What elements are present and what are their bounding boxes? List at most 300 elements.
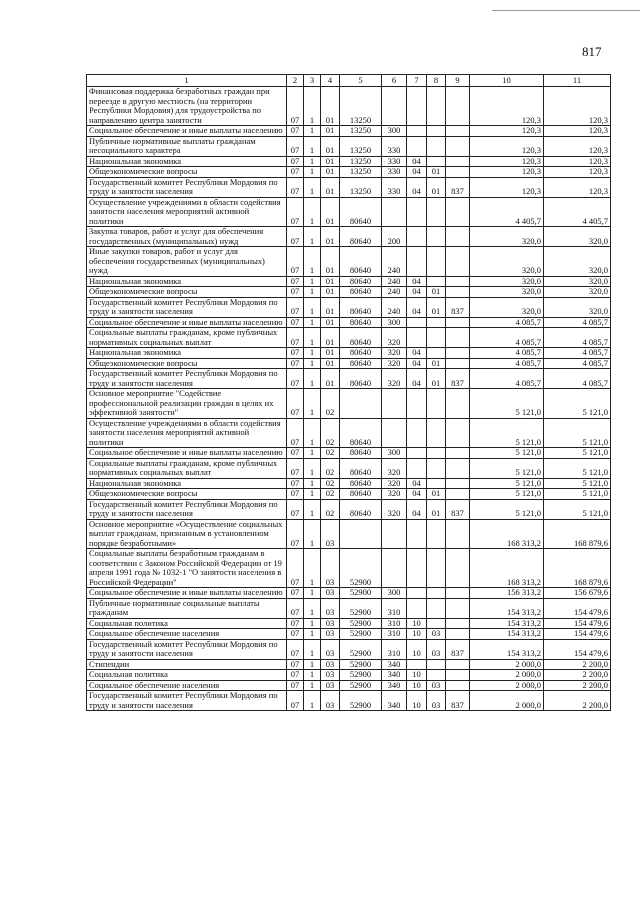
amount-10: 156 313,2 [470,588,544,599]
code-6: 340 [382,659,407,670]
code-8 [427,126,446,137]
table-row [87,639,611,659]
amount-10: 4 085,7 [470,317,544,328]
code-8: 03 [427,629,446,640]
code-7 [407,549,427,588]
code-3: 1 [304,247,321,277]
code-4: 01 [321,126,340,137]
code-6 [382,418,407,448]
code-7 [407,227,427,247]
code-9 [446,519,470,549]
code-3: 1 [304,519,321,549]
code-3: 1 [304,478,321,489]
row-name: Стипендии [87,659,287,670]
amount-11: 154 479,6 [544,639,611,659]
code-9 [446,156,470,167]
code-4: 02 [321,458,340,478]
code-9 [446,227,470,247]
table-row [87,156,611,167]
code-9 [446,348,470,359]
row-name: Общеэкономические вопросы [87,167,287,178]
amount-11: 4 085,7 [544,328,611,348]
amount-10: 4 085,7 [470,369,544,389]
amount-11: 4 085,7 [544,317,611,328]
code-4: 01 [321,358,340,369]
code-8: 03 [427,639,446,659]
code-6: 240 [382,297,407,317]
top-rule [492,10,640,11]
code-6: 320 [382,358,407,369]
amount-10: 120,3 [470,156,544,167]
code-7 [407,588,427,599]
row-name: Социальные выплаты гражданам, кроме публичных нормативных социальных выплат [87,458,287,478]
code-5: 80640 [340,227,382,247]
code-5: 80640 [340,369,382,389]
code-7: 04 [407,348,427,359]
code-2: 07 [287,276,304,287]
col-header: 9 [446,75,470,87]
code-7: 04 [407,489,427,500]
code-2: 07 [287,87,304,126]
code-7: 04 [407,276,427,287]
code-4: 01 [321,87,340,126]
code-7: 10 [407,670,427,681]
code-2: 07 [287,691,304,711]
code-5: 80640 [340,276,382,287]
code-9 [446,670,470,681]
row-name: Государственный комитет Республики Мордовия по труду и занятости населения [87,297,287,317]
code-2: 07 [287,369,304,389]
code-5 [340,389,382,419]
code-7: 04 [407,478,427,489]
code-8: 01 [427,287,446,298]
code-6: 320 [382,478,407,489]
table-row [87,670,611,681]
code-5: 52900 [340,549,382,588]
row-name: Осуществление учреждениями в области содействия занятости населения мероприятий активной политики [87,197,287,227]
amount-11: 320,0 [544,247,611,277]
code-9 [446,629,470,640]
amount-11: 120,3 [544,87,611,126]
code-8 [427,458,446,478]
code-5: 80640 [340,297,382,317]
code-3: 1 [304,448,321,459]
code-6: 340 [382,691,407,711]
table-row [87,478,611,489]
amount-11: 168 879,6 [544,549,611,588]
code-2: 07 [287,629,304,640]
code-9: 837 [446,499,470,519]
row-name: Государственный комитет Республики Мордовия по труду и занятости населения [87,177,287,197]
code-6: 320 [382,489,407,500]
code-7 [407,458,427,478]
code-4: 03 [321,659,340,670]
code-9 [446,317,470,328]
code-3: 1 [304,639,321,659]
code-9 [446,167,470,178]
row-name: Социальное обеспечение и иные выплаты населению [87,448,287,459]
table-row [87,358,611,369]
code-2: 07 [287,317,304,328]
amount-10: 320,0 [470,287,544,298]
code-2: 07 [287,680,304,691]
code-8: 01 [427,499,446,519]
row-name: Основное мероприятие «Осуществление социальных выплат гражданам, признанным в установленном порядке безработными» [87,519,287,549]
table-row [87,276,611,287]
amount-10: 5 121,0 [470,478,544,489]
amount-10: 2 000,0 [470,659,544,670]
amount-10: 4 085,7 [470,348,544,359]
code-5: 13250 [340,167,382,178]
amount-10: 5 121,0 [470,389,544,419]
table-body [87,87,611,711]
code-2: 07 [287,389,304,419]
row-name: Социальное обеспечение населения [87,680,287,691]
code-3: 1 [304,598,321,618]
code-9 [446,478,470,489]
code-3: 1 [304,297,321,317]
code-9: 837 [446,297,470,317]
code-7: 04 [407,297,427,317]
row-name: Публичные нормативные выплаты гражданам несоциального характера [87,136,287,156]
code-4: 01 [321,297,340,317]
table-row [87,87,611,126]
code-9 [446,389,470,419]
code-5: 52900 [340,618,382,629]
code-4: 01 [321,136,340,156]
table-row [87,418,611,448]
code-4: 02 [321,489,340,500]
code-8 [427,197,446,227]
code-3: 1 [304,156,321,167]
row-name: Социальная политика [87,618,287,629]
code-5: 52900 [340,598,382,618]
col-header: 2 [287,75,304,87]
code-5: 13250 [340,126,382,137]
code-4: 01 [321,348,340,359]
code-3: 1 [304,458,321,478]
code-3: 1 [304,659,321,670]
amount-11: 120,3 [544,136,611,156]
code-9 [446,87,470,126]
row-name: Государственный комитет Республики Мордовия по труду и занятости населения [87,499,287,519]
code-3: 1 [304,287,321,298]
code-4: 01 [321,369,340,389]
code-9 [446,197,470,227]
code-9 [446,659,470,670]
code-8: 01 [427,369,446,389]
code-7 [407,136,427,156]
code-4: 01 [321,227,340,247]
amount-11: 320,0 [544,287,611,298]
code-8 [427,618,446,629]
code-5: 80640 [340,499,382,519]
code-5: 80640 [340,358,382,369]
code-3: 1 [304,670,321,681]
code-8 [427,348,446,359]
code-8 [427,448,446,459]
code-3: 1 [304,167,321,178]
row-name: Финансовая поддержка безработных граждан при переезде в другую местность (на территории Республики Мордовия) для трудоустройства по направлению центра занятости [87,87,287,126]
row-name: Социальное обеспечение и иные выплаты населению [87,317,287,328]
code-6: 310 [382,629,407,640]
code-9: 837 [446,177,470,197]
code-2: 07 [287,297,304,317]
code-7: 10 [407,680,427,691]
code-5: 52900 [340,639,382,659]
amount-11: 5 121,0 [544,489,611,500]
code-9 [446,448,470,459]
code-5: 13250 [340,136,382,156]
amount-11: 120,3 [544,167,611,178]
code-6: 320 [382,499,407,519]
code-7: 10 [407,618,427,629]
table-row [87,618,611,629]
col-header: 1 [87,75,287,87]
table-row [87,126,611,137]
code-9 [446,489,470,500]
col-header: 11 [544,75,611,87]
code-8 [427,389,446,419]
code-8 [427,519,446,549]
table-row [87,519,611,549]
table-row [87,659,611,670]
table-row [87,499,611,519]
row-name: Государственный комитет Республики Мордовия по труду и занятости населения [87,691,287,711]
code-4: 01 [321,156,340,167]
code-6: 300 [382,588,407,599]
code-8: 03 [427,691,446,711]
code-2: 07 [287,598,304,618]
table-row [87,136,611,156]
table-row [87,297,611,317]
code-6: 300 [382,448,407,459]
col-header: 7 [407,75,427,87]
table-row [87,549,611,588]
code-2: 07 [287,639,304,659]
row-name: Социальное обеспечение и иные выплаты населению [87,126,287,137]
code-5: 80640 [340,328,382,348]
code-2: 07 [287,156,304,167]
amount-11: 4 085,7 [544,369,611,389]
code-2: 07 [287,418,304,448]
code-5: 80640 [340,247,382,277]
amount-10: 154 313,2 [470,598,544,618]
code-8: 01 [427,489,446,500]
code-3: 1 [304,328,321,348]
code-2: 07 [287,499,304,519]
code-8 [427,247,446,277]
row-name: Общеэкономические вопросы [87,287,287,298]
code-5: 52900 [340,629,382,640]
amount-11: 154 479,6 [544,598,611,618]
code-9 [446,358,470,369]
code-5: 13250 [340,177,382,197]
code-3: 1 [304,588,321,599]
code-9: 837 [446,691,470,711]
table-row [87,680,611,691]
code-7: 04 [407,167,427,178]
table-row [87,287,611,298]
code-5: 13250 [340,156,382,167]
code-5: 80640 [340,458,382,478]
amount-11: 320,0 [544,276,611,287]
code-9 [446,618,470,629]
row-name: Социальное обеспечение населения [87,629,287,640]
amount-11: 2 200,0 [544,659,611,670]
amount-11: 5 121,0 [544,418,611,448]
code-4: 02 [321,448,340,459]
code-7: 04 [407,156,427,167]
table-row [87,317,611,328]
amount-10: 120,3 [470,177,544,197]
code-4: 01 [321,317,340,328]
code-7 [407,519,427,549]
amount-11: 120,3 [544,126,611,137]
code-6: 310 [382,618,407,629]
table-row [87,177,611,197]
code-2: 07 [287,328,304,348]
code-6: 320 [382,458,407,478]
code-6: 320 [382,369,407,389]
code-5: 80640 [340,317,382,328]
amount-10: 4 085,7 [470,358,544,369]
code-3: 1 [304,126,321,137]
code-3: 1 [304,369,321,389]
amount-11: 320,0 [544,227,611,247]
table-row [87,227,611,247]
code-8 [427,136,446,156]
code-4: 03 [321,670,340,681]
code-4: 03 [321,680,340,691]
table-row [87,598,611,618]
table-row [87,247,611,277]
code-5: 80640 [340,287,382,298]
code-3: 1 [304,499,321,519]
code-7 [407,448,427,459]
code-3: 1 [304,549,321,588]
code-7: 10 [407,691,427,711]
col-header: 8 [427,75,446,87]
code-7 [407,247,427,277]
code-5: 80640 [340,197,382,227]
amount-10: 320,0 [470,276,544,287]
code-3: 1 [304,418,321,448]
amount-11: 5 121,0 [544,478,611,489]
amount-10: 2 000,0 [470,670,544,681]
table-row [87,348,611,359]
code-8 [427,418,446,448]
amount-10: 5 121,0 [470,499,544,519]
amount-10: 120,3 [470,167,544,178]
code-3: 1 [304,317,321,328]
row-name: Национальная экономика [87,478,287,489]
row-name: Закупка товаров, работ и услуг для обеспечения государственных (муниципальных) нужд [87,227,287,247]
code-3: 1 [304,358,321,369]
code-6: 300 [382,317,407,328]
amount-11: 4 085,7 [544,358,611,369]
table-row [87,167,611,178]
code-9: 837 [446,639,470,659]
code-8 [427,549,446,588]
code-8 [427,328,446,348]
code-3: 1 [304,629,321,640]
row-name: Социальные выплаты безработным гражданам в соответствии с Законом Российской Федерации от 19 апреля 1991 года № 1032-1 "О занятости населения в Российской Федерации" [87,549,287,588]
code-3: 1 [304,618,321,629]
amount-11: 5 121,0 [544,458,611,478]
row-name: Осуществление учреждениями в области содействия занятости населения мероприятий активной политики [87,418,287,448]
code-4: 03 [321,629,340,640]
row-name: Национальная экономика [87,156,287,167]
code-5: 80640 [340,478,382,489]
amount-11: 2 200,0 [544,670,611,681]
code-5 [340,519,382,549]
table-row [87,328,611,348]
code-8 [427,156,446,167]
amount-10: 120,3 [470,87,544,126]
code-3: 1 [304,348,321,359]
amount-10: 120,3 [470,136,544,156]
code-2: 07 [287,670,304,681]
amount-10: 2 000,0 [470,691,544,711]
code-4: 01 [321,328,340,348]
code-8 [427,659,446,670]
code-3: 1 [304,227,321,247]
amount-10: 320,0 [470,227,544,247]
code-4: 03 [321,519,340,549]
code-6: 330 [382,167,407,178]
code-6 [382,549,407,588]
amount-10: 320,0 [470,247,544,277]
amount-10: 154 313,2 [470,629,544,640]
table-row [87,389,611,419]
code-9 [446,247,470,277]
code-4: 01 [321,287,340,298]
amount-11: 2 200,0 [544,680,611,691]
code-5: 80640 [340,448,382,459]
code-6 [382,197,407,227]
code-2: 07 [287,478,304,489]
code-6: 330 [382,156,407,167]
code-6: 300 [382,126,407,137]
code-6: 340 [382,680,407,691]
col-header: 5 [340,75,382,87]
code-8: 01 [427,177,446,197]
code-4: 02 [321,418,340,448]
code-2: 07 [287,588,304,599]
amount-10: 168 313,2 [470,549,544,588]
amount-11: 5 121,0 [544,448,611,459]
amount-10: 4 085,7 [470,328,544,348]
amount-10: 2 000,0 [470,680,544,691]
code-8: 01 [427,358,446,369]
code-4: 03 [321,639,340,659]
code-4: 03 [321,549,340,588]
code-7 [407,659,427,670]
code-3: 1 [304,276,321,287]
table-row [87,197,611,227]
code-9 [446,680,470,691]
code-6: 320 [382,328,407,348]
amount-11: 154 479,6 [544,629,611,640]
code-9 [446,598,470,618]
amount-10: 168 313,2 [470,519,544,549]
code-8 [427,588,446,599]
code-8: 01 [427,167,446,178]
code-2: 07 [287,126,304,137]
code-4: 01 [321,247,340,277]
code-9 [446,287,470,298]
